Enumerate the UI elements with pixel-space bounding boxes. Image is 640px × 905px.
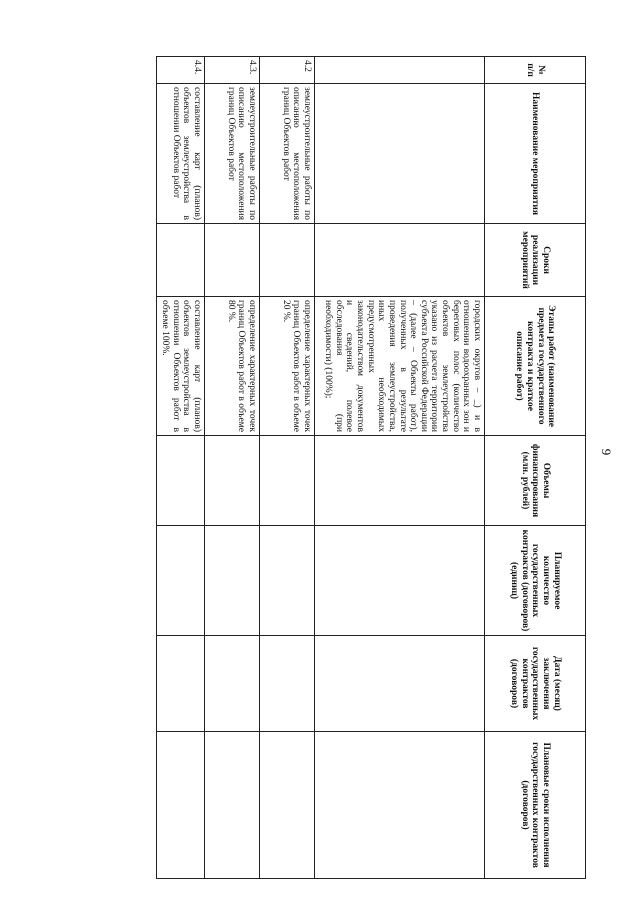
header-funding: Объемы финансирования (млн. рублей)	[485, 436, 586, 526]
measure-name: землеустроительные работы по описанию местоположения границ Объектов работ	[205, 84, 260, 224]
header-deadlines: Сроки реализации мероприятий	[485, 224, 586, 297]
measure-name: составление карт (планов) объектов землеустройства в отношении Объектов работ	[157, 84, 205, 224]
header-contract-date: Дата (месяц) заключения государственных контрактов (договоров)	[485, 636, 586, 732]
measure-name-cell	[315, 84, 485, 224]
execution-terms-cell	[157, 732, 205, 879]
execution-terms-cell	[315, 732, 485, 879]
number-cell	[315, 57, 485, 84]
deadline-cell	[315, 224, 485, 297]
contract-date-cell	[315, 636, 485, 732]
row-number: 4.2	[260, 57, 315, 84]
table-row	[315, 57, 485, 879]
funding-cell	[260, 436, 315, 526]
measures-table	[157, 56, 587, 879]
header-number: № п/п	[485, 57, 586, 84]
page-number: 9	[599, 448, 614, 456]
work-stage: определение характерных точек границ Объектов работ в объеме 80 %.	[205, 297, 260, 436]
table-row	[205, 57, 260, 879]
deadline-cell	[157, 224, 205, 297]
table-row	[260, 57, 315, 879]
execution-terms-cell	[260, 732, 315, 879]
funding-cell	[157, 436, 205, 526]
measure-name: землеустроительные работы по описанию местоположения границ Объектов работ	[260, 84, 315, 224]
funding-cell	[315, 436, 485, 526]
row-number: 4.4.	[157, 57, 205, 84]
contract-date-cell	[260, 636, 315, 732]
contract-count-cell	[205, 526, 260, 636]
contract-count-cell	[260, 526, 315, 636]
deadline-cell	[260, 224, 315, 297]
contract-count-cell	[157, 526, 205, 636]
work-stage: составление карт (планов) объектов землеустройства в отношении Объектов работ в объеме 100%.	[157, 297, 205, 436]
continuation-text: городских округов – _) и в отношении водоохранных зон и береговых полос (количество объектов землеустройства указано из расчета территории субъекта Российской Федерации – (далее – Объекты работ), полученных в результате проведения землеустройства, иных необходимых предусмотренных законодательством документов и сведений, полевое обследования (при необходимости) (100%);	[315, 297, 485, 436]
contract-date-cell	[157, 636, 205, 732]
header-work-stages: Этапы работ (наименование предмета государственного контракта и краткое описание работ)	[485, 297, 586, 436]
deadline-cell	[205, 224, 260, 297]
header-contract-count: Планируемое количество государственных контрактов (договоров) (единиц)	[485, 526, 586, 636]
execution-terms-cell	[205, 732, 260, 879]
header-measure-name: Наименование мероприятия	[485, 84, 586, 224]
contract-date-cell	[205, 636, 260, 732]
funding-cell	[205, 436, 260, 526]
row-number: 4.3.	[205, 57, 260, 84]
header-execution-terms: Плановые сроки исполнения государственных контрактов (договоров)	[485, 732, 586, 879]
contract-count-cell	[315, 526, 485, 636]
table-header-row	[485, 57, 586, 879]
work-stage: определение характерных точек границ Объектов работ в объеме 20 %.	[260, 297, 315, 436]
table-row	[157, 57, 205, 879]
